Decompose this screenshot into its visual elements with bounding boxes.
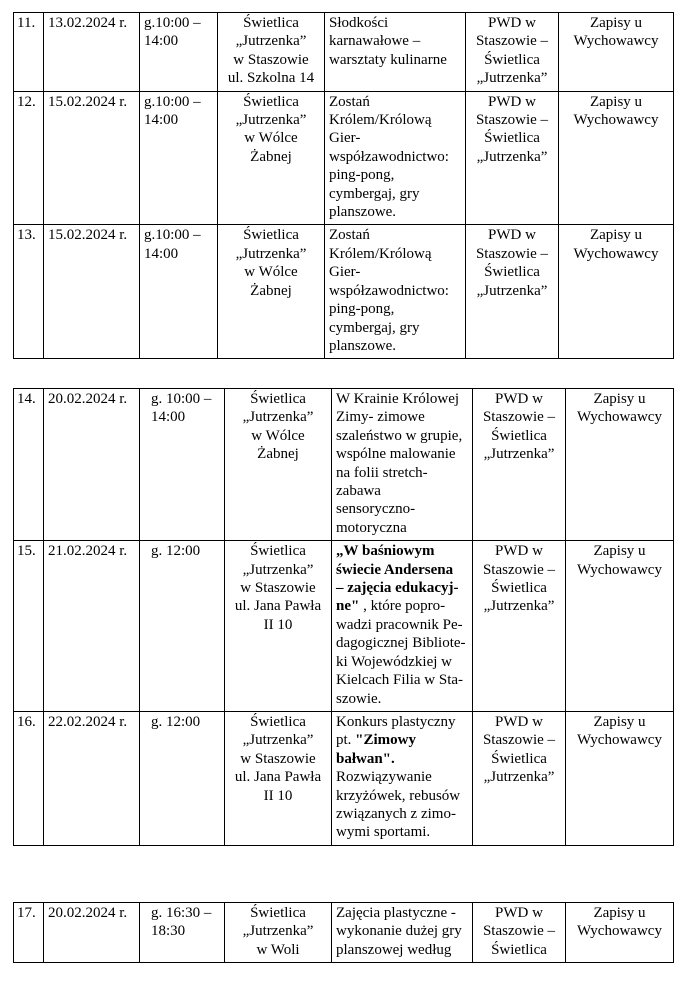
event-time-line: 14:00 [144,112,179,129]
schedule-table-3 [13,902,674,963]
organizer-line: Świetlica [491,427,547,444]
organizer-line: Świetlica [484,51,540,68]
organizer-line: Staszowie – [482,409,556,426]
organizer-line: PWD w [495,905,543,921]
organizer-line: Staszowie – [482,732,556,749]
event-description-line: wadzi pracownik Pe- [336,616,463,633]
event-place [225,711,332,845]
row-number: 12. [14,91,44,225]
event-description [332,711,473,845]
event-description [325,91,466,225]
event-description-line: Zimy- zimowe [336,409,425,426]
event-date: 20.02.2024 r. [44,903,140,963]
event-description-line: planszowe. [329,337,397,354]
organizer [466,91,559,225]
event-description [332,903,473,963]
event-place-line: „Jutrzenka” [242,409,314,426]
event-description-line: wykonanie dużej gry [336,923,462,940]
event-description-line: ne" , które popro- [336,598,446,615]
event-place-line: w Woli [256,941,300,958]
event-place-line: „Jutrzenka” [242,732,314,749]
event-description-line: Gier- [329,130,361,147]
registration-line: Wychowawcy [577,732,662,749]
event-time-line: 14:00 [151,409,186,426]
event-place [218,225,325,359]
registration [559,13,674,92]
event-time [140,541,225,712]
event-description-line: szowie. [336,690,382,707]
organizer-line: Świetlica [484,130,540,147]
event-description-line: Gier- [329,264,361,281]
organizer-line: Świetlica [484,264,540,281]
event-place [218,91,325,225]
event-time-line: g. 12:00 [151,713,201,730]
organizer-line: Staszowie – [475,245,549,262]
row-number: 16. [14,711,44,845]
event-description-line: ping-pong, [329,167,395,184]
event-description-line: planszowej według [336,941,452,958]
registration [566,389,674,541]
event-date: 21.02.2024 r. [44,541,140,712]
event-description-line: dagogicznej Bibliote- [336,635,466,652]
table-row [14,541,674,712]
event-date: 15.02.2024 r. [44,225,140,359]
registration-line: Zapisy u [589,15,643,31]
organizer-line: „Jutrzenka” [483,446,555,463]
event-description [325,225,466,359]
organizer-line: PWD w [488,227,536,244]
event-place [218,13,325,92]
organizer [473,541,566,712]
row-number: 13. [14,225,44,359]
row-number: 17. [14,903,44,963]
event-time [140,13,218,92]
organizer-line: Staszowie – [482,923,556,940]
event-place-line: ul. Jana Pawła [234,598,322,615]
event-description-line: związanych z zimo- [336,805,456,822]
organizer-line: „Jutrzenka” [476,70,548,87]
event-place-line: „Jutrzenka” [242,923,314,940]
organizer-line: Świetlica [491,580,547,597]
event-place-line: Świetlica [250,713,306,730]
event-time [140,389,225,541]
event-time-line: g. 12:00 [151,543,201,560]
event-place-line: „Jutrzenka” [235,33,307,50]
event-place-line: ul. Szkolna 14 [227,70,315,87]
event-place-line: II 10 [263,787,293,804]
organizer [466,225,559,359]
registration-line: Wychowawcy [573,112,659,129]
table-row [14,91,674,225]
event-time [140,225,218,359]
organizer-line: „Jutrzenka” [483,598,555,615]
event-place-line: Żabnej [250,282,292,299]
event-place-line: w Wólce [244,130,298,147]
organizer [466,13,559,92]
event-description-line: zabawa [336,483,381,500]
event-description-line: szaleństwo w grupie, [336,427,463,444]
organizer [473,711,566,845]
registration-line: Wychowawcy [573,245,659,262]
event-description-line: bałwan". [336,750,395,767]
registration-line: Zapisy u [589,227,643,244]
organizer-line: Świetlica [491,941,547,958]
event-place [225,389,332,541]
registration [559,91,674,225]
event-description-line: krzyżówek, rebusów [336,787,461,804]
event-description-line: motoryczna [336,519,407,536]
event-place-line: Świetlica [243,15,299,31]
event-place-line: Żabnej [257,446,299,463]
organizer-line: PWD w [495,713,543,730]
organizer-line: „Jutrzenka” [476,282,548,299]
organizer-line: PWD w [495,391,543,407]
organizer [473,903,566,963]
row-number: 11. [14,13,44,92]
event-place-line: II 10 [263,616,293,633]
organizer-line: Staszowie – [482,561,556,578]
registration-line: Wychowawcy [573,33,659,50]
registration-line: Wychowawcy [577,923,662,940]
event-date: 22.02.2024 r. [44,711,140,845]
event-time-line: g. 16:30 – [151,905,212,921]
event-description-line: Zostań [329,93,370,110]
table-row [14,225,674,359]
table-row [14,903,674,963]
event-place-line: w Staszowie [240,580,316,597]
registration [559,225,674,359]
event-place-line: Świetlica [243,227,299,244]
registration-line: Wychowawcy [577,409,662,426]
schedule-table-2 [13,388,674,846]
organizer-line: PWD w [495,543,543,560]
table-row [14,389,674,541]
event-place-line: ul. Jana Pawła [234,769,322,786]
event-time-line: 14:00 [144,33,179,50]
organizer-line: „Jutrzenka” [476,148,548,165]
event-description-line: Rozwiązywanie [336,769,432,786]
event-place-line: Świetlica [250,543,306,560]
schedule-table-1 [13,12,674,359]
organizer-line: Świetlica [491,750,547,767]
event-description-line: świecie Andersena [336,561,454,578]
organizer-line: Staszowie – [475,33,549,50]
event-description-line: pt. "Zimowy [336,732,416,749]
row-number: 15. [14,541,44,712]
event-description-line: ping-pong, [329,301,395,318]
event-place-line: Świetlica [250,391,306,407]
event-description-line: warsztaty kulinarne [329,51,447,68]
organizer-line: PWD w [488,93,536,110]
registration-line: Wychowawcy [577,561,662,578]
event-description-line: cymbergaj, gry [329,185,420,202]
row-number: 14. [14,389,44,541]
event-place-line: Świetlica [250,905,306,921]
registration [566,903,674,963]
event-time-line: g.10:00 – [144,93,201,110]
event-time-line: g.10:00 – [144,15,201,31]
event-description-line: wymi sportami. [336,824,431,841]
registration [566,541,674,712]
organizer [473,389,566,541]
event-description-line: W Krainie Królowej [336,391,460,407]
event-description-line: Konkurs plastyczny [336,713,456,730]
event-description-line: Królem/Królową [329,245,432,262]
registration-line: Zapisy u [593,543,646,560]
registration-line: Zapisy u [593,713,646,730]
event-description-line: „W baśniowym [336,543,435,560]
event-time-line: g. 10:00 – [151,391,212,407]
event-description-line: ki Wojewódzkiej w [336,653,452,670]
event-time-line: 18:30 [151,923,186,940]
registration-line: Zapisy u [589,93,643,110]
event-date: 13.02.2024 r. [44,13,140,92]
event-place-line: Żabnej [250,148,292,165]
event-place-line: w Staszowie [233,51,309,68]
event-place-line: w Wólce [244,264,298,281]
event-place-line: w Wólce [251,427,305,444]
event-description-line: sensoryczno- [336,501,416,518]
event-description-line: wspólne malowanie [336,446,456,463]
event-place-line: „Jutrzenka” [242,561,314,578]
event-description [332,389,473,541]
event-description-line: na folii stretch- [336,464,428,481]
event-place [225,541,332,712]
organizer-line: PWD w [488,15,536,31]
event-description-line: cymbergaj, gry [329,319,420,336]
table-row [14,711,674,845]
event-place [225,903,332,963]
event-place-line: „Jutrzenka” [235,112,307,129]
registration [566,711,674,845]
event-description-line: – zajęcia edukacyj- [336,580,459,597]
event-description-line: współzawodnictwo: [329,282,449,299]
event-date: 15.02.2024 r. [44,91,140,225]
event-description-line: Zostań [329,227,370,244]
event-time [140,711,225,845]
registration-line: Zapisy u [593,391,646,407]
event-description-line: Kielcach Filia w Sta- [336,672,464,689]
event-description-line: Zajęcia plastyczne - [336,905,456,921]
organizer-line: Staszowie – [475,112,549,129]
event-time [140,903,225,963]
event-description-line: Słodkości [329,15,389,31]
event-description [332,541,473,712]
event-description-line: planszowe. [329,204,397,221]
event-place-line: Świetlica [243,93,299,110]
event-time [140,91,218,225]
organizer-line: „Jutrzenka” [483,769,555,786]
event-description [325,13,466,92]
table-row [14,13,674,92]
registration-line: Zapisy u [593,905,646,921]
event-description-line: współzawodnictwo: [329,148,449,165]
event-date: 20.02.2024 r. [44,389,140,541]
event-description-line: Królem/Królową [329,112,432,129]
event-description-line: karnawałowe – [329,33,421,50]
event-time-line: 14:00 [144,245,179,262]
event-place-line: w Staszowie [240,750,316,767]
event-time-line: g.10:00 – [144,227,201,244]
event-place-line: „Jutrzenka” [235,245,307,262]
